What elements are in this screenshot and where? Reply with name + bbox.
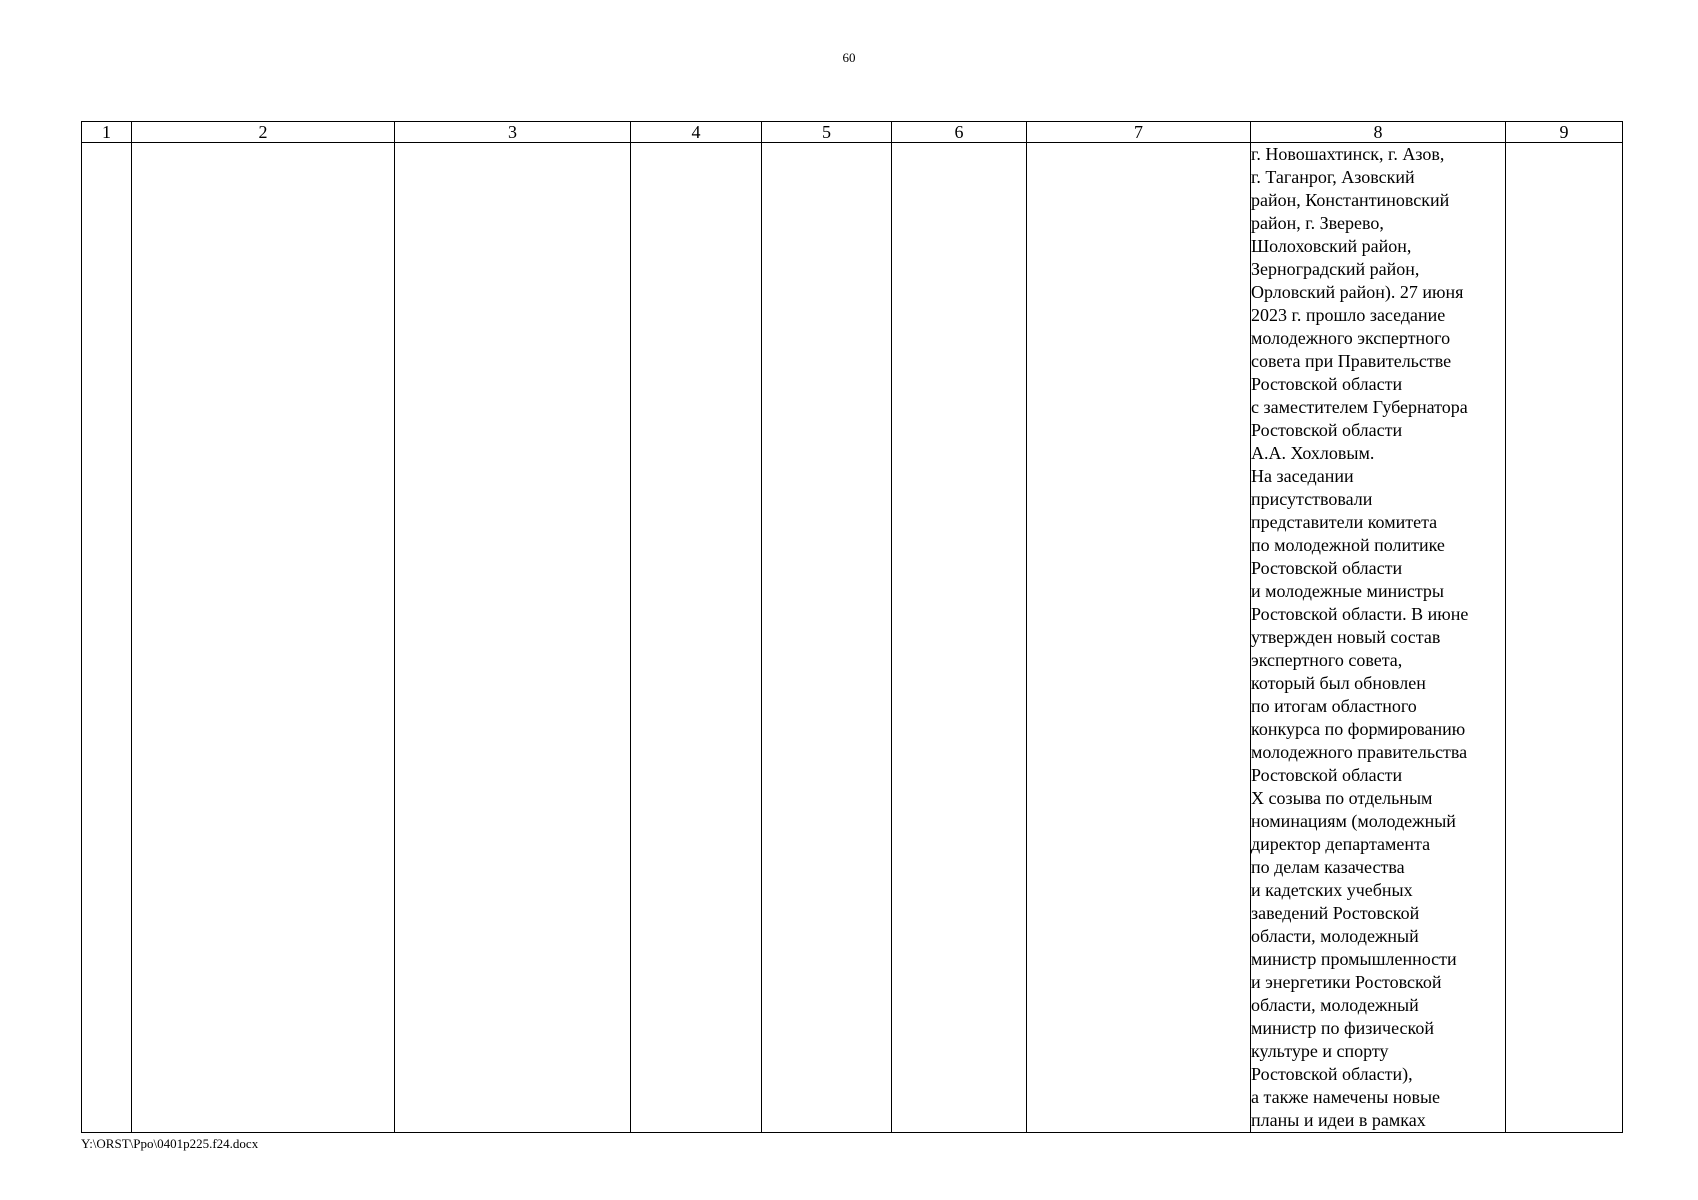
table-row — [82, 143, 1623, 1133]
cell-col-2 — [132, 143, 395, 1133]
cell-col-1 — [82, 143, 132, 1133]
column-header-2: 2 — [132, 122, 395, 143]
footer-file-path: Y:\ORST\Ppo\0401p225.f24.docx — [81, 1136, 259, 1151]
column-header-3: 3 — [395, 122, 631, 143]
header-row — [82, 122, 1623, 143]
column-header-1: 1 — [82, 122, 132, 143]
cell-col-7 — [1027, 143, 1251, 1133]
column-header-9: 9 — [1506, 122, 1623, 143]
column-header-5: 5 — [762, 122, 892, 143]
cell-col-3 — [395, 143, 631, 1133]
cell-col-5 — [762, 143, 892, 1133]
column-header-6: 6 — [892, 122, 1027, 143]
cell-col-6 — [892, 143, 1027, 1133]
cell-col-4 — [631, 143, 762, 1133]
data-table — [81, 121, 1623, 1133]
page-number: 60 — [842, 50, 856, 65]
column-header-8: 8 — [1251, 122, 1506, 143]
cell-col-8-text: г. Новошахтинск, г. Азов, г. Таганрог, Азовский район, Константиновский район, г. Зверево, Шолоховский район, Зерноградский район, Орловский район). 27 июня 2023 г. прошло заседание молодежного экспертного совета при Правительстве Ростовской области с заместителем Губернатора Ростовской области А.А. Хохловым. На заседании присутствовали представители комитета по молодежной политике Ростовской области и молодежные министры Ростовской области. В июне утвержден новый состав экспертного совета, который был обновлен по итогам областного конкурса по формированию молодежного правительства Ростовской области X созыва по отдельным номинациям (молодежный директор департамента по делам казачества и кадетских учебных заведений Ростовской области, молодежный министр промышленности и энергетики Ростовской области, молодежный министр по физической культуре и спорту Ростовской области), а также намечены новые планы и идеи в рамках — [1251, 143, 1506, 1133]
column-header-4: 4 — [631, 122, 762, 143]
cell-col-9 — [1506, 143, 1623, 1133]
column-header-7: 7 — [1027, 122, 1251, 143]
